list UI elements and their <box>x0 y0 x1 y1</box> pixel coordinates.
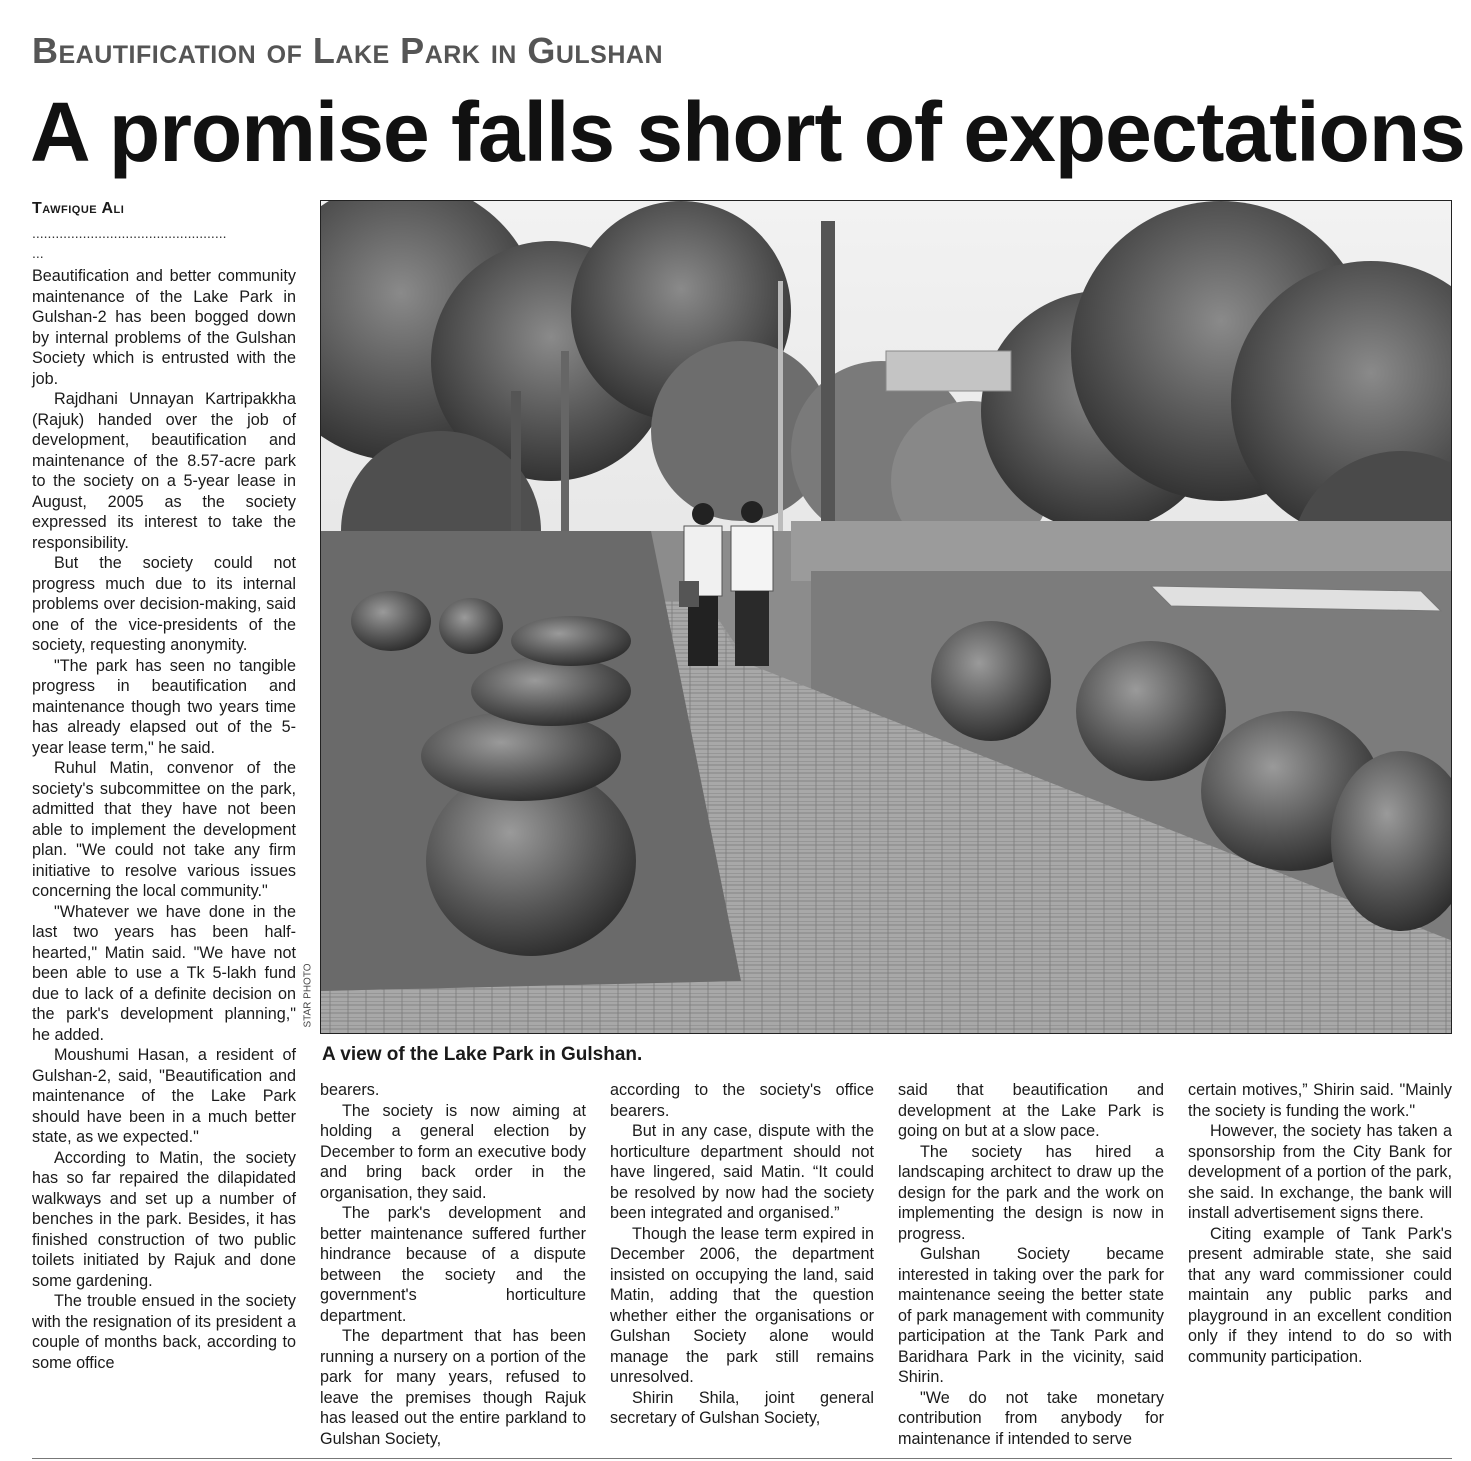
article-paragraph: According to Matin, the society has so far repaired the dilapidated walkways and set up a number of benches in the park. Besides, it has finished construction of two public toilets initiated by Rajuk and done some gardening. <box>32 1148 296 1290</box>
article-paragraph: according to the society's office bearers. <box>610 1081 874 1120</box>
column-5 <box>1188 1080 1452 1367</box>
lake-park-photo <box>320 200 1452 1034</box>
article-paragraph: "Whatever we have done in the last two years has been half-hearted," Matin said. "We have not been able to use a Tk 5-lakh fund due to lack of a definite decision on the park's development planning," he added. <box>32 902 296 1044</box>
article-paragraph: Though the lease term expired in December 2006, the department insisted on occupying the land, said Matin, adding that the question whether either the organisations or Gulshan Society alone would manage the park still remains unresolved. <box>610 1224 874 1386</box>
byline-separator-end: ... <box>32 245 44 261</box>
article-paragraph: The society is now aiming at holding a general election by December to form an executive body and bring back order in the organisation, they said. <box>320 1101 586 1202</box>
article-paragraph: said that beautification and development at the Lake Park is going on but at a slow pace. <box>898 1081 1164 1140</box>
article-paragraph: Moushumi Hasan, a resident of Gulshan-2, said, "Beautification and maintenance of the Lake Park should have been in a much better state, as we expected." <box>32 1046 296 1146</box>
article-paragraph: However, the society has taken a sponsorship from the City Bank for development of a portion of the park, she said. In exchange, the bank will install advertisement signs there. <box>1188 1122 1452 1222</box>
article-paragraph: The society has hired a landscaping architect to draw up the design for the park and the work on implementing the design is now in progress. <box>898 1142 1164 1243</box>
article-paragraph: certain motives,” Shirin said. "Mainly the society is funding the work." <box>1188 1081 1452 1120</box>
article-paragraph: Beautification and better community maintenance of the Lake Park in Gulshan-2 has been bogged down by internal problems of the Gulshan Society which is entrusted with the job. <box>32 267 296 388</box>
bottom-rule <box>32 1458 1452 1459</box>
column-3 <box>610 1080 874 1429</box>
article-kicker: Beautification of Lake Park in Gulshan <box>32 30 664 71</box>
park-scene-image <box>321 201 1452 1034</box>
article-paragraph: bearers. <box>320 1081 380 1099</box>
article-paragraph: But in any case, dispute with the horticulture department should not have lingered, said Matin. “It could be resolved by now had the society been integrated and organised.” <box>610 1122 874 1222</box>
byline-separator: .................................................. <box>32 225 227 241</box>
article-paragraph: Shirin Shila, joint general secretary of Gulshan Society, <box>610 1388 874 1427</box>
article-headline: A promise falls short of expectations <box>30 85 1465 179</box>
article-paragraph: Rajdhani Unnayan Kartripakkha (Rajuk) handed over the job of development, beautification and maintenance of the 8.57-acre park to the society on a 5-year lease in August, 2005 as the society expressed its interest to take the responsibility. <box>32 390 296 552</box>
column-2 <box>320 1080 586 1449</box>
column-1 <box>32 266 296 1373</box>
article-paragraph: "The park has seen no tangible progress in beautification and maintenance though two years time has already elapsed out of the 5-year lease term," he said. <box>32 656 296 757</box>
column-4 <box>898 1080 1164 1449</box>
article-paragraph: Gulshan Society became interested in taking over the park for maintenance seeing the better state of park management with community participation at the Tank Park and Baridhara Park in the vicinity, said Shirin. <box>898 1245 1164 1386</box>
article-paragraph: The department that has been running a nursery on a portion of the park for many years, refused to leave the premises though Rajuk has leased out the entire parkland to Gulshan Society, <box>320 1327 586 1448</box>
article-paragraph: The park's development and better maintenance suffered further hindrance because of a dispute between the society and the government's horticulture department. <box>320 1204 586 1325</box>
article-paragraph: Citing example of Tank Park's present admirable state, she said that any ward commissioner could maintain any public parks and playground in an excellent condition only if they intend to do so with community participation. <box>1188 1224 1452 1366</box>
photo-caption: A view of the Lake Park in Gulshan. <box>322 1044 643 1065</box>
article-paragraph: But the society could not progress much due to its internal problems over decision-making, said one of the vice-presidents of the society, requesting anonymity. <box>32 554 296 654</box>
byline: Tawfique Ali <box>32 200 125 217</box>
photo-credit: STAR PHOTO <box>302 963 314 1028</box>
article-paragraph: "We do not take monetary contribution from anybody for maintenance if intended to serve <box>898 1388 1164 1448</box>
article-paragraph: The trouble ensued in the society with the resignation of its president a couple of months back, according to some office <box>32 1292 296 1372</box>
article-paragraph: Ruhul Matin, convenor of the society's subcommittee on the park, admitted that they have not been able to implement the development plan. "We could not take any firm initiative to resolve various issues concerning the local community." <box>32 759 296 900</box>
